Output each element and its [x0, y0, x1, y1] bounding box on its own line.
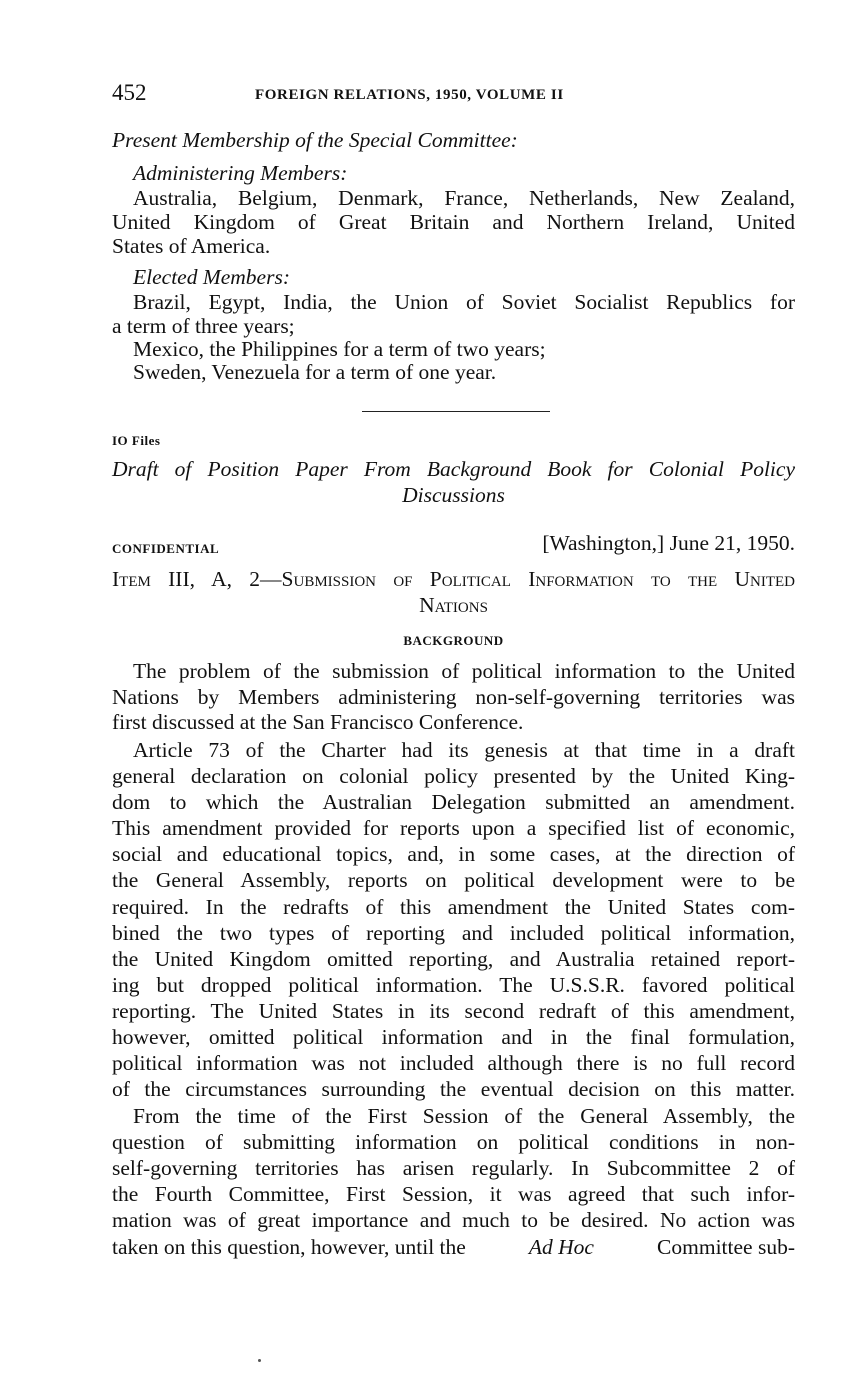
membership-heading: Present Membership of the Special Committee: [112, 128, 518, 152]
body-line: mation was of great importance and much to be desired. No action was [112, 1208, 795, 1232]
body-line: From the time of the First Session of the General Assembly, the [133, 1104, 795, 1128]
body-line: the United Kingdom omitted reporting, and Australia retained report- [112, 947, 795, 971]
body-line: general declaration on colonial policy presented by the United King- [112, 764, 795, 788]
body-line-last [112, 1234, 795, 1260]
section-divider [362, 411, 550, 412]
administering-line: Australia, Belgium, Denmark, France, Netherlands, New Zealand, [133, 186, 795, 210]
body-line: The problem of the submission of political information to the United [133, 659, 795, 683]
body-line: of the circumstances surrounding the eventual decision on this matter. [112, 1077, 795, 1101]
body-line: ing but dropped political information. The U.S.S.R. favored political [112, 973, 795, 997]
body-line: the Fourth Committee, First Session, it was agreed that such infor- [112, 1182, 795, 1206]
item-title: Nations [419, 593, 488, 617]
elected-line: Sweden, Venezuela for a term of one year. [133, 360, 497, 384]
body-line: dom to which the Australian Delegation submitted an amendment. [112, 790, 795, 814]
body-line: reporting. The United States in its second redraft of this amendment, [112, 999, 795, 1023]
running-title: FOREIGN RELATIONS, 1950, VOLUME II [255, 87, 564, 103]
administering-label: Administering Members: [133, 161, 348, 185]
body-line: question of submitting information on political conditions in non- [112, 1130, 795, 1154]
body-line: This amendment provided for reports upon a specified list of economic, [112, 816, 795, 840]
body-line: however, omitted political information and in the final formulation, [112, 1025, 795, 1049]
elected-label: Elected Members: [133, 265, 290, 289]
scan-speck [258, 1359, 261, 1362]
body-line: the General Assembly, reports on political development were to be [112, 868, 795, 892]
elected-line: Mexico, the Philippines for a term of two years; [133, 337, 546, 361]
body-line: social and educational topics, and, in some cases, at the direction of [112, 842, 795, 866]
body-text-run: Committee sub- [651, 1235, 795, 1259]
section-heading: BACKGROUND [403, 633, 504, 648]
body-text-run: taken on this question, however, until the [112, 1235, 472, 1259]
document-title: Discussions [402, 483, 505, 507]
item-title: Item III, A, 2—Submission of Political Information to the United [112, 567, 795, 591]
page-number: 452 [112, 80, 147, 105]
elected-line: a term of three years; [112, 314, 295, 338]
document-title: Draft of Position Paper From Background Book for Colonial Policy [112, 457, 795, 481]
body-line: bined the two types of reporting and included political information, [112, 921, 795, 945]
file-reference: IO Files [112, 433, 161, 448]
body-line: first discussed at the San Francisco Conference. [112, 710, 524, 734]
classification-label: CONFIDENTIAL [112, 541, 220, 556]
body-line: self-governing territories has arisen regularly. In Subcommittee 2 of [112, 1156, 795, 1180]
administering-line: States of America. [112, 234, 271, 258]
administering-line: United Kingdom of Great Britain and Northern Ireland, United [112, 210, 795, 234]
body-line: required. In the redrafts of this amendment the United States com- [112, 895, 795, 919]
body-line: Article 73 of the Charter had its genesis at that time in a draft [133, 738, 795, 762]
place-date: [Washington,] June 21, 1950. [542, 531, 795, 555]
elected-line: Brazil, Egypt, India, the Union of Soviet Socialist Republics for [133, 290, 795, 314]
body-line: Nations by Members administering non-self-governing territories was [112, 685, 795, 709]
body-text-italic: Ad Hoc [528, 1235, 594, 1259]
body-line: political information was not included although there is no full record [112, 1051, 795, 1075]
